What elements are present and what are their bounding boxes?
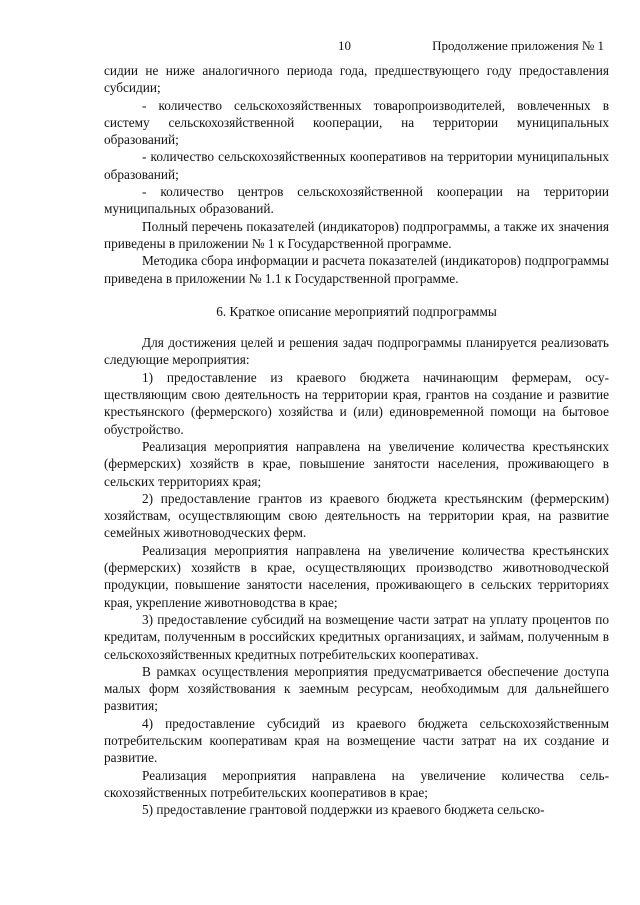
paragraph: Полный перечень показателей (индикаторов) подпрограммы, а также их значения приведены в приложении № 1 к Государственной программе. [104, 218, 609, 251]
paragraph: В рамках осуществления мероприятия предусматривается обеспечение доступа малых форм хозяйствования к заемным ресурсам, необходимым для дальнейшего развития; [104, 663, 609, 714]
page-header [0, 38, 640, 56]
paragraph: Реализация мероприятия направлена на увеличение количества крестьянских (фермерских) хозяйств в крае, повышение занятости населения, проживающего в сельских территориях края; [104, 438, 609, 489]
paragraph: - количество сельскохозяйственных товаропроизводителей, вовлеченных в систему сельскохозяйственной кооперации, на территории муниципальных образований; [104, 97, 609, 148]
paragraph: - количество центров сельскохозяйственной кооперации на территории муниципальных образований. [104, 184, 609, 217]
paragraph: 5) предоставление грантовой поддержки из краевого бюджета сельско- [142, 802, 545, 818]
paragraph: Реализация мероприятия направлена на увеличение количества крестьянских (фермерских) хозяйств в крае, осуществляющих производство животноводческой продукции, повышение занятости населения, проживающего в сельских территориях края, укрепление животноводства в крае; [104, 542, 609, 610]
paragraph: 2) предоставление грантов из краевого бюджета крестьянским (фермерским) хозяйствам, осуществляющим свою деятельность на территории края, на развитие семейных животноводческих ферм. [104, 490, 609, 541]
paragraph: Методика сбора информации и расчета показателей (индикаторов) подпрограммы приведена в приложении № 1.1 к Государственной программе. [104, 253, 609, 286]
paragraph: 3) предоставление субсидий на возмещение части затрат на уплату процентов по кредитам, полученным в российских кредитных организациях, и займам, полученным в сельскохозяйственных кредитных потребительских кооперативах. [104, 611, 609, 662]
paragraphs-before [104, 62, 609, 287]
paragraph: 1) предоставление из краевого бюджета начинающим фермерам, осуществляющим свою деятельность на территории края, грантов на создание и развитие крестьянского (фермерского) хозяйства и (или) единовременной помощи на бытовое обустройство. [104, 369, 609, 437]
continuation-label: Продолжение приложения № 1 [432, 38, 604, 53]
paragraph: Реализация мероприятия направлена на увеличение количества сельскохозяйственных потребительских кооперативов в крае; [104, 767, 609, 800]
document-body [104, 62, 609, 818]
section-heading: 6. Краткое описание мероприятий подпрограммы [216, 303, 497, 319]
paragraph: сидии не ниже аналогичного периода года, предшествующего году предоставления субсидии; [104, 63, 609, 96]
page-number: 10 [338, 38, 351, 53]
paragraphs-after [104, 334, 609, 818]
paragraph: - количество сельскохозяйственных кооперативов на территории муниципальных образований; [104, 149, 609, 182]
paragraph: 4) предоставление субсидий из краевого бюджета сельскохозяйственным потребительским кооперативам края на возмещение части затрат на их создание и развитие. [104, 715, 609, 766]
paragraph: Для достижения целей и решения задач подпрограммы планируется реализовать следующие мероприятия: [104, 335, 609, 368]
